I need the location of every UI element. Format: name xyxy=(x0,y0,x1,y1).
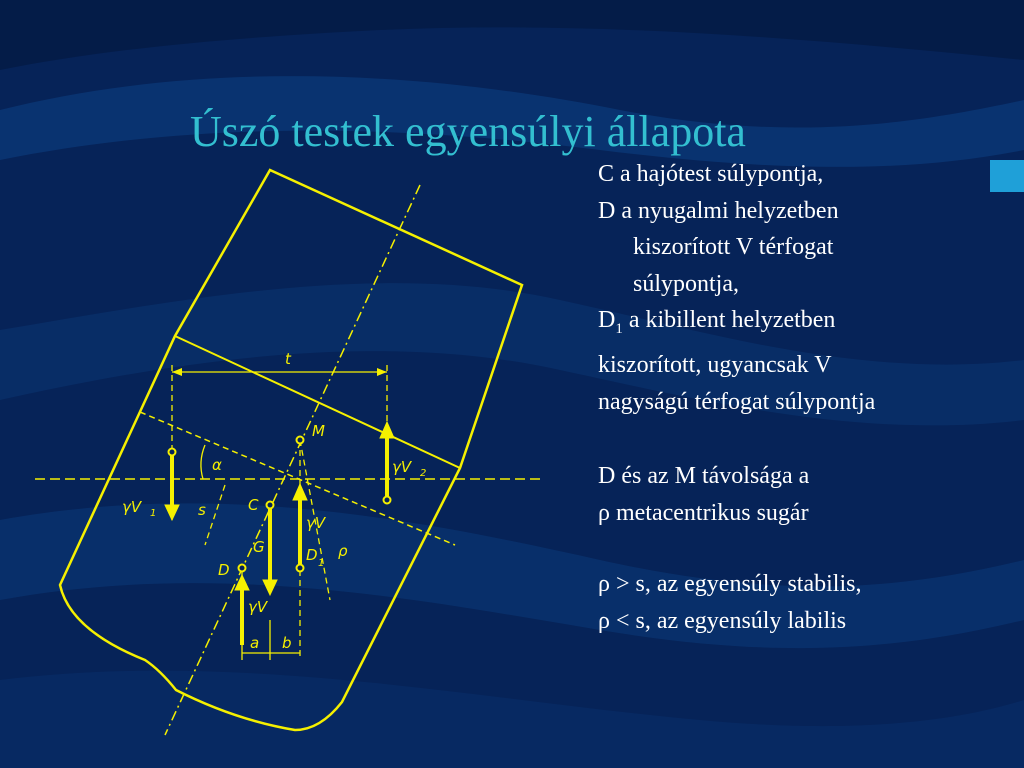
label-c: C xyxy=(248,496,259,514)
label-d1-sub: 1 xyxy=(318,558,325,569)
label-v1-sub: 1 xyxy=(150,508,157,519)
d1-text: a kibillent helyzetben xyxy=(622,307,836,333)
label-s: s xyxy=(198,501,206,519)
point-c xyxy=(267,502,274,509)
label-alpha: α xyxy=(212,456,222,474)
slide-title: Úszó testek egyensúlyi állapota xyxy=(190,107,746,156)
definition-d1-2: kiszorított, ugyancsak V xyxy=(598,352,832,379)
label-rho: ρ xyxy=(338,542,348,560)
d1-symbol: D xyxy=(598,307,616,333)
label-gamma-v-low: γV xyxy=(248,598,268,616)
stability-line-1: ρ > s, az egyensúly stabilis, xyxy=(598,571,862,598)
label-v2-sub: 2 xyxy=(420,468,427,479)
label-d: D xyxy=(218,561,230,579)
d1-subscript: 1 xyxy=(615,320,623,337)
definition-d1-3: nagyságú térfogat súlypontja xyxy=(598,388,876,415)
definition-d-3: súlypontja, xyxy=(633,270,739,297)
label-b: b xyxy=(282,634,292,652)
label-m: M xyxy=(312,422,325,440)
deck-line xyxy=(175,336,460,468)
metacentric-line-1: D és az M távolsága a xyxy=(598,463,810,490)
definition-d-1: D a nyugalmi helyzetben xyxy=(598,197,839,224)
point-v1 xyxy=(169,449,176,456)
alpha-angle-arc xyxy=(201,445,205,479)
label-g: G xyxy=(253,538,265,556)
label-gamma-v2: γV xyxy=(392,458,412,476)
label-d1: D xyxy=(306,546,318,564)
definition-d-2: kiszorított V térfogat xyxy=(633,234,834,260)
stability-line-2: ρ < s, az egyensúly labilis xyxy=(598,607,847,634)
s-dimension-line xyxy=(205,485,225,545)
point-d1 xyxy=(297,565,304,572)
point-d xyxy=(239,565,246,572)
definitions-panel xyxy=(598,156,1018,639)
label-gamma-v-mid: γV xyxy=(306,514,326,532)
label-gamma-v1: γV xyxy=(122,498,142,516)
definition-d1-1 xyxy=(598,302,1018,347)
point-v2 xyxy=(384,497,391,504)
point-m xyxy=(297,437,304,444)
label-a: a xyxy=(250,634,260,652)
inner-deck xyxy=(140,336,175,412)
definition-c: C a hajótest súlypontja, xyxy=(598,161,824,187)
metacentric-line-2: ρ metacentrikus sugár xyxy=(598,499,809,526)
label-t: t xyxy=(285,350,291,368)
